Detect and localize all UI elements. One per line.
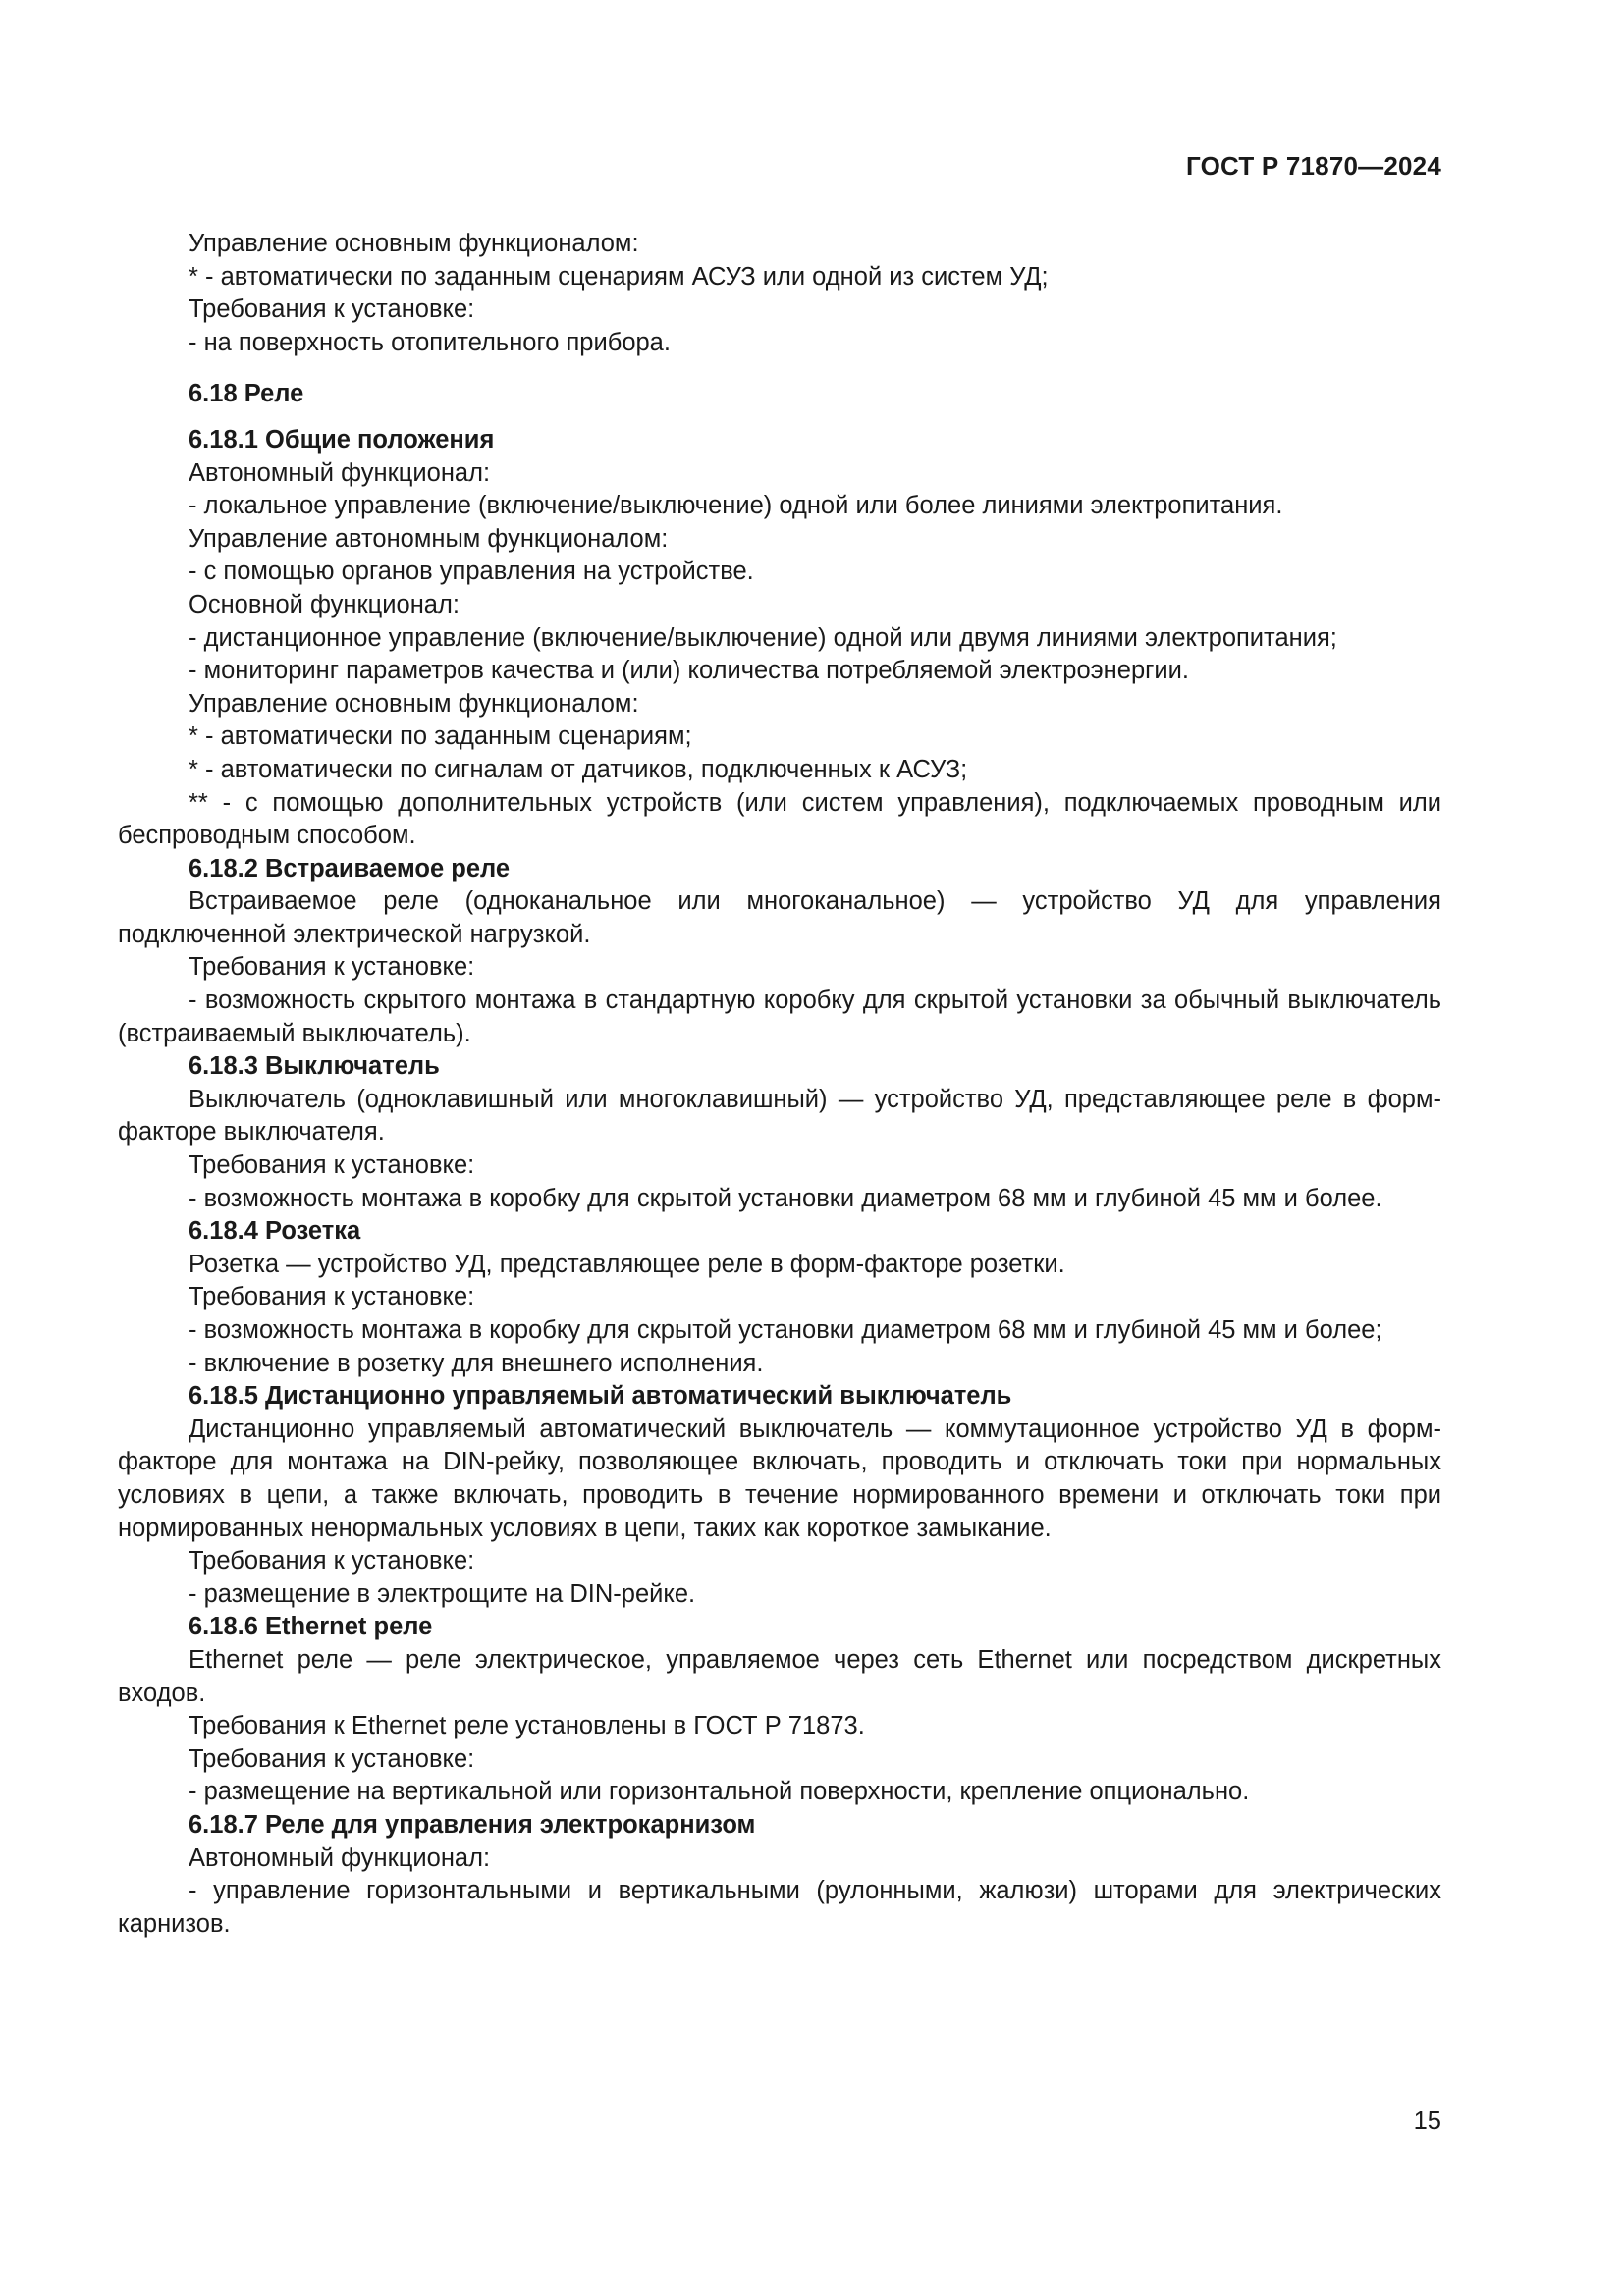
paragraph: Управление основным функционалом: (189, 689, 639, 718)
paragraph: Ethernet реле — реле электрическое, управляемое через сеть Ethernet или посредством дискретных входов. (118, 1645, 1441, 1707)
section-heading-6-18-6: 6.18.6 Ethernet реле (189, 1613, 433, 1641)
paragraph: Выключатель (одноклавишный или многоклавишный) — устройство УД, представляющее реле в форм-факторе выключателя. (118, 1085, 1441, 1147)
list-item: - мониторинг параметров качества и (или) количества потребляемой электроэнергии. (189, 657, 1190, 685)
section-heading-6-18-3: 6.18.3 Выключатель (189, 1052, 440, 1081)
section-heading-6-18-5: 6.18.5 Дистанционно управляемый автоматический выключатель (189, 1382, 1012, 1411)
section-heading-6-18-4: 6.18.4 Розетка (189, 1217, 361, 1246)
paragraph: Управление основным функционалом: (189, 230, 639, 257)
list-item: ** - с помощью дополнительных устройств (или систем управления), подключаемых проводным или беспроводным способом. (118, 788, 1441, 850)
list-item: - включение в розетку для внешнего исполнения. (189, 1349, 764, 1377)
document-id-header: ГОСТ Р 71870—2024 (1186, 151, 1441, 181)
section-heading-6-18-1: 6.18.1 Общие положения (189, 425, 495, 454)
paragraph: Требования к Ethernet реле установлены в ГОСТ Р 71873. (189, 1712, 865, 1740)
paragraph: Встраиваемое реле (одноканальное или многоканальное) — устройство УД для управления подключенной электрической нагрузкой. (118, 887, 1441, 948)
paragraph: Основной функционал: (189, 590, 460, 618)
list-item: - размещение на вертикальной или горизонтальной поверхности, крепление опционально. (189, 1778, 1250, 1806)
paragraph: Розетка — устройство УД, представляющее реле в форм-факторе розетки. (189, 1250, 1065, 1278)
list-item: - с помощью органов управления на устройстве. (189, 558, 754, 586)
list-item: - управление горизонтальными и вертикальными (рулонными, жалюзи) шторами для электрических карнизов. (118, 1877, 1441, 1938)
paragraph: Требования к установке: (189, 295, 475, 324)
list-item: - возможность монтажа в коробку для скрытой установки диаметром 68 мм и глубиной 45 мм и более. (189, 1184, 1382, 1212)
paragraph: Автономный функционал: (189, 458, 491, 487)
paragraph: Требования к установке: (189, 1744, 475, 1773)
paragraph: Автономный функционал: (189, 1843, 491, 1872)
list-item: - возможность монтажа в коробку для скрытой установки диаметром 68 мм и глубиной 45 мм и более; (189, 1316, 1382, 1344)
paragraph: Управление автономным функционалом: (189, 524, 669, 553)
section-heading-6-18: 6.18 Реле (189, 380, 304, 408)
list-item: - дистанционное управление (включение/выключение) одной или двумя линиями электропитания; (189, 623, 1337, 652)
paragraph: Требования к установке: (189, 953, 475, 982)
list-item: - локальное управление (включение/выключение) одной или более линиями электропитания. (189, 492, 1283, 520)
list-item: * - автоматически по сигналам от датчиков, подключенных к АСУЗ; (189, 755, 968, 783)
paragraph: Требования к установке: (189, 1151, 475, 1180)
page-number: 15 (1413, 2108, 1441, 2135)
paragraph: Требования к установке: (189, 1547, 475, 1575)
list-item: * - автоматически по заданным сценариям АСУЗ или одной из систем УД; (189, 262, 1049, 291)
section-heading-6-18-2: 6.18.2 Встраиваемое реле (189, 854, 511, 882)
section-heading-6-18-7: 6.18.7 Реле для управления электрокарнизом (189, 1810, 756, 1839)
list-item: - возможность скрытого монтажа в стандартную коробку для скрытой установки за обычный выключатель (встраиваемый выключатель). (118, 987, 1441, 1047)
list-item: - на поверхность отопительного прибора. (189, 328, 671, 356)
list-item: * - автоматически по заданным сценариям; (189, 722, 692, 751)
list-item: - размещение в электрощите на DIN-рейке. (189, 1579, 696, 1608)
page-body (118, 228, 1441, 1941)
paragraph: Требования к установке: (189, 1283, 475, 1311)
paragraph: Дистанционно управляемый автоматический выключатель — коммутационное устройство УД в форм-факторе для монтажа на DIN-рейку, позволяющее включать, проводить и отключать токи при нормальных условиях в цепи, а также включать, проводить в течение нормированного времени и отключать токи при нормированных ненормальных условиях в цепи, таких как короткое замыкание. (118, 1415, 1441, 1542)
